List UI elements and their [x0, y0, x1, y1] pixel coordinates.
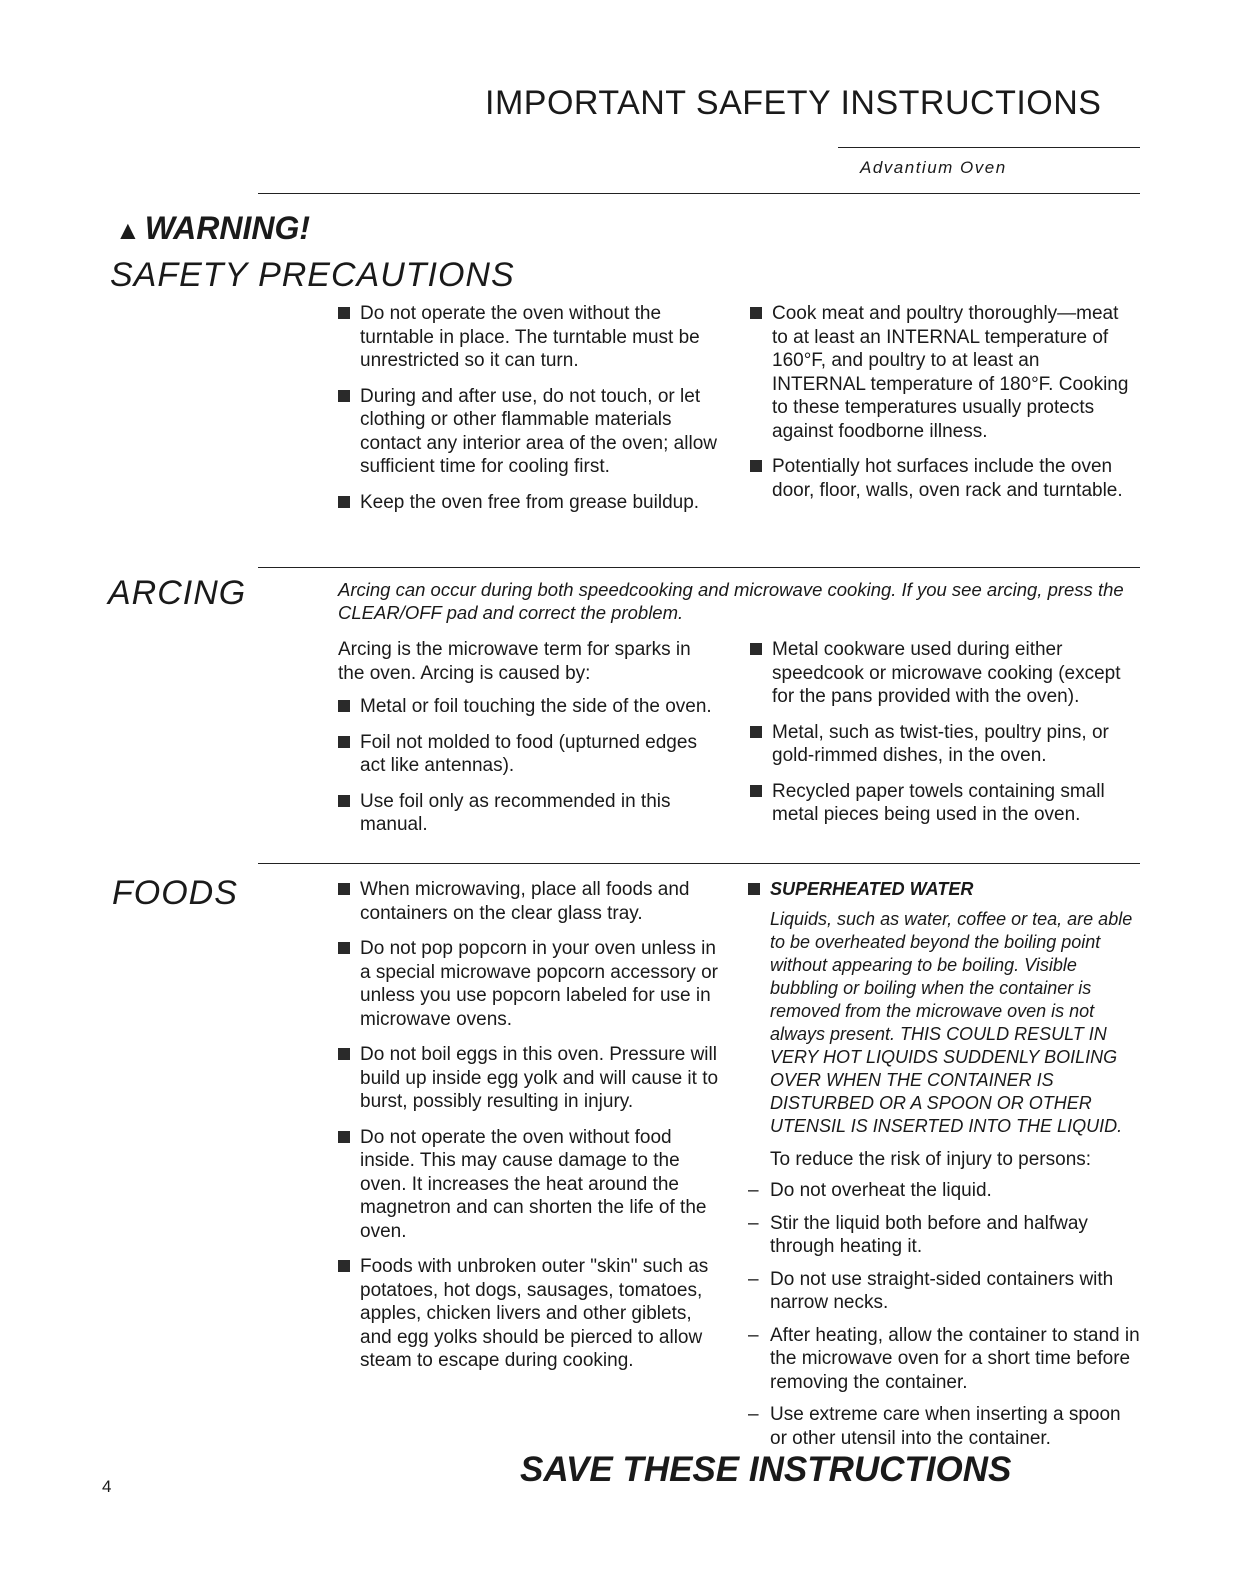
warning-label: WARNING!: [144, 210, 311, 246]
dash-mark: –: [748, 1404, 759, 1425]
list-item: – Stir the liquid both before and halfway through heating it.: [748, 1212, 1088, 1257]
arcing-lead: Arcing can occur during both speedcooking and microwave cooking. If you see arcing, press the CLEAR/OFF pad and correct the problem.: [338, 579, 1124, 623]
list-item: Potentially hot surfaces include the oven door, floor, walls, oven rack and turntable.: [750, 455, 1130, 502]
list-item: Do not operate the oven without the turntable in place. The turntable must be unrestricted so it can turn.: [338, 302, 718, 373]
dash-mark: –: [748, 1268, 759, 1290]
bullet-square-icon: [750, 460, 762, 472]
list-item: Cook meat and poultry thoroughly—meat to at least an INTERNAL temperature of 160°F, and poultry to at least an INTERNAL temperature of 180°F. Cooking to these temperatures usually protects against foodborne illness.: [750, 302, 1130, 443]
list-item: Recycled paper towels containing small metal pieces being used in the oven.: [750, 780, 1140, 827]
list-item: Metal or foil touching the side of the oven.: [338, 695, 718, 719]
bullet-square-icon: [750, 643, 762, 655]
bullet-square-icon: [750, 785, 762, 797]
bullet-square-icon: [338, 795, 350, 807]
foods-title: FOODS: [112, 874, 238, 912]
list-item: During and after use, do not touch, or let clothing or other flammable materials contact any interior area of the oven; allow sufficient time for cooling first.: [338, 385, 718, 479]
list-item: Foil not molded to food (upturned edges act like antennas).: [338, 731, 718, 778]
page-number: 4: [102, 1477, 112, 1496]
bullet-square-icon: [750, 726, 762, 738]
dash-mark: –: [748, 1180, 759, 1201]
list-item: Metal cookware used during either speedcook or microwave cooking (except for the pans provided with the oven).: [750, 638, 1140, 709]
bullet-square-icon: [338, 1048, 350, 1060]
bullet-square-icon: [338, 942, 350, 954]
bullet-square-icon: [338, 307, 350, 319]
foods-right-column: [748, 878, 1140, 1459]
bullet-square-icon: [338, 390, 350, 402]
list-item: – After heating, allow the container to stand in the microwave oven for a short time before removing the container.: [748, 1324, 1140, 1393]
foods-left-column: [338, 878, 723, 1385]
safety-left-column: [338, 302, 718, 526]
foods-divider: [258, 863, 1140, 864]
bullet-square-icon: [338, 883, 350, 895]
bullet-square-icon: [748, 883, 760, 895]
bullet-square-icon: [338, 736, 350, 748]
bullet-square-icon: [338, 496, 350, 508]
bullet-square-icon: [338, 1131, 350, 1143]
warning-heading: [115, 210, 310, 247]
bullet-square-icon: [750, 307, 762, 319]
save-instructions-footer: SAVE THESE INSTRUCTIONS: [520, 1450, 1012, 1489]
arcing-divider: [258, 567, 1140, 568]
page-title: IMPORTANT SAFETY INSTRUCTIONS: [485, 84, 1102, 122]
dash-mark: –: [748, 1324, 759, 1346]
list-item: Do not operate the oven without food inside. This may cause damage to the oven. It increases the heat around the magnetron and can shorten the life of the oven.: [338, 1126, 723, 1244]
header-rule: [838, 147, 1140, 148]
list-item: Foods with unbroken outer "skin" such as potatoes, hot dogs, sausages, tomatoes, apples, chicken livers and other giblets, and egg yolks should be pierced to allow steam to escape during cooking.: [338, 1255, 723, 1373]
dash-mark: –: [748, 1212, 759, 1234]
list-item: When microwaving, place all foods and containers on the clear glass tray.: [338, 878, 723, 925]
list-item: Do not pop popcorn in your oven unless in a special microwave popcorn accessory or unless you use popcorn labeled for use in microwave ovens.: [338, 937, 723, 1031]
list-item: Use foil only as recommended in this manual.: [338, 790, 718, 837]
list-item: Do not boil eggs in this oven. Pressure will build up inside egg yolk and will cause it to burst, possibly resulting in injury.: [338, 1043, 723, 1114]
arcing-title: ARCING: [108, 574, 247, 612]
page-subtitle: Advantium Oven: [860, 158, 1007, 177]
bullet-square-icon: [338, 700, 350, 712]
list-item: Keep the oven free from grease buildup.: [338, 491, 718, 515]
superheated-water-text: Liquids, such as water, coffee or tea, are able to be overheated beyond the boiling point without appearing to be boiling. Visible bubbling or boiling when the container is removed from the microwave oven is not always present. THIS COULD RESULT IN VERY HOT LIQUIDS SUDDENLY BOILING OVER WHEN THE CONTAINER IS DISTURBED OR A SPOON OR OTHER UTENSIL IS INSERTED INTO THE LIQUID.: [770, 908, 1133, 1136]
safety-right-column: [750, 302, 1130, 514]
superheated-water-heading: SUPERHEATED WATER: [748, 878, 1140, 902]
header-divider: [258, 193, 1140, 194]
arcing-left-column: [338, 638, 718, 849]
list-item: – Do not overheat the liquid.: [748, 1180, 992, 1201]
list-item: – Use extreme care when inserting a spoon or other utensil into the container.: [748, 1404, 1121, 1449]
warning-triangle-icon: ▲: [115, 215, 141, 245]
arcing-right-column: [750, 638, 1140, 839]
arcing-intro: Arcing is the microwave term for sparks in the oven. Arcing is caused by:: [338, 639, 691, 684]
safety-precautions-title: SAFETY PRECAUTIONS: [110, 256, 515, 294]
list-item: Metal, such as twist-ties, poultry pins, or gold-rimmed dishes, in the oven.: [750, 721, 1140, 768]
reduce-risk-intro: To reduce the risk of injury to persons:: [770, 1148, 1092, 1170]
bullet-square-icon: [338, 1260, 350, 1272]
list-item: – Do not use straight-sided containers with narrow necks.: [748, 1268, 1114, 1313]
